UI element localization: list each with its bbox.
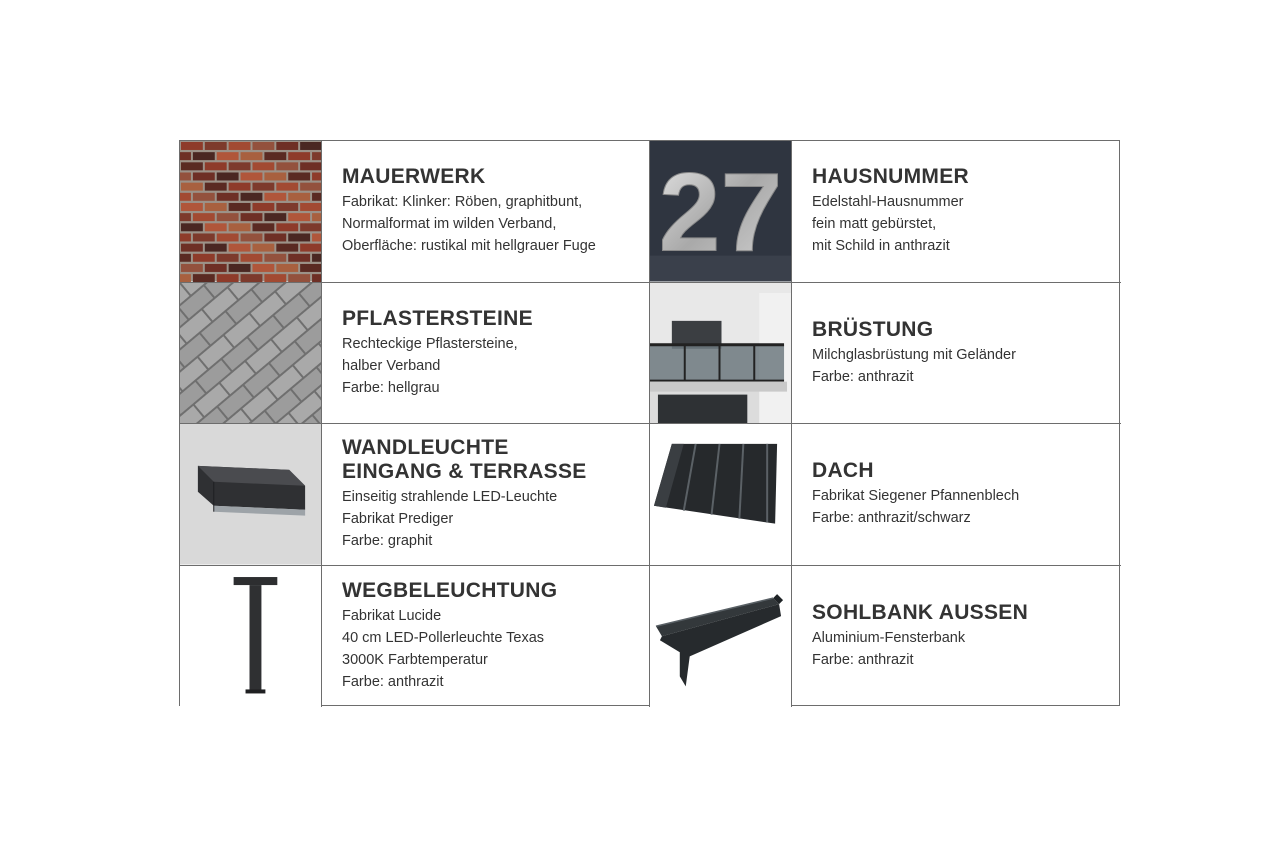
material-title: WANDLEUCHTE EINGANG & TERRASSE xyxy=(342,436,587,484)
material-title: HAUSNUMMER xyxy=(812,165,969,189)
wall-lamp-image xyxy=(180,424,322,566)
material-line: Fabrikat Lucide xyxy=(342,608,442,625)
material-cell-wegbeleuchtung xyxy=(322,566,650,708)
material-cell-wandleuchte xyxy=(322,424,650,566)
material-line: Farbe: anthrazit xyxy=(812,368,914,385)
material-cell-mauerwerk xyxy=(322,141,650,283)
material-line: 40 cm LED-Pollerleuchte Texas xyxy=(342,630,545,647)
material-line: Farbe: anthrazit xyxy=(812,652,914,669)
material-line: 3000K Farbtemperatur xyxy=(342,652,488,669)
material-line: Oberfläche: rustikal mit hellgrauer Fuge xyxy=(342,238,596,255)
paving-stones-image xyxy=(180,283,322,425)
material-cell-dach xyxy=(792,424,1121,566)
material-line: Farbe: hellgrau xyxy=(342,379,440,396)
material-line: Fabrikat Siegener Pfannenblech xyxy=(812,488,1020,505)
material-title: DACH xyxy=(812,459,874,483)
balcony-railing-image xyxy=(650,283,792,425)
material-line: Farbe: anthrazit xyxy=(342,674,444,691)
material-cell-sohlbank xyxy=(792,566,1121,708)
material-title: WEGBELEUCHTUNG xyxy=(342,579,558,603)
material-line: Einseitig strahlende LED-Leuchte xyxy=(342,489,558,506)
material-grid xyxy=(179,140,1120,706)
material-title: SOHLBANK AUSSEN xyxy=(812,601,1029,625)
roof-sheet-image xyxy=(650,424,792,566)
material-line: Fabrikat: Klinker: Röben, graphitbunt, xyxy=(342,194,583,211)
material-line: Edelstahl-Hausnummer xyxy=(812,194,964,211)
bollard-light-image xyxy=(180,566,322,708)
material-cell-hausnummer xyxy=(792,141,1121,283)
window-sill-image xyxy=(650,566,792,708)
brick-wall-image xyxy=(180,141,322,283)
material-line: mit Schild in anthrazit xyxy=(812,238,950,255)
house-number-image xyxy=(650,141,792,283)
material-line: Aluminium-Fensterbank xyxy=(812,630,966,647)
house-number-digits: 27 xyxy=(658,149,783,275)
material-title: BRÜSTUNG xyxy=(812,317,934,341)
material-cell-bruestung xyxy=(792,283,1121,425)
material-title: PFLASTERSTEINE xyxy=(342,306,533,330)
material-line: Normalformat im wilden Verband, xyxy=(342,216,557,233)
material-cell-pflastersteine xyxy=(322,283,650,425)
material-line: Rechteckige Pflastersteine, xyxy=(342,335,518,352)
material-line: Milchglasbrüstung mit Geländer xyxy=(812,346,1016,363)
material-line: Fabrikat Prediger xyxy=(342,511,454,528)
material-line: Farbe: graphit xyxy=(342,533,433,550)
material-line: Farbe: anthrazit/schwarz xyxy=(812,510,971,527)
material-title: MAUERWERK xyxy=(342,165,486,189)
material-line: halber Verband xyxy=(342,357,441,374)
material-line: fein matt gebürstet, xyxy=(812,216,937,233)
